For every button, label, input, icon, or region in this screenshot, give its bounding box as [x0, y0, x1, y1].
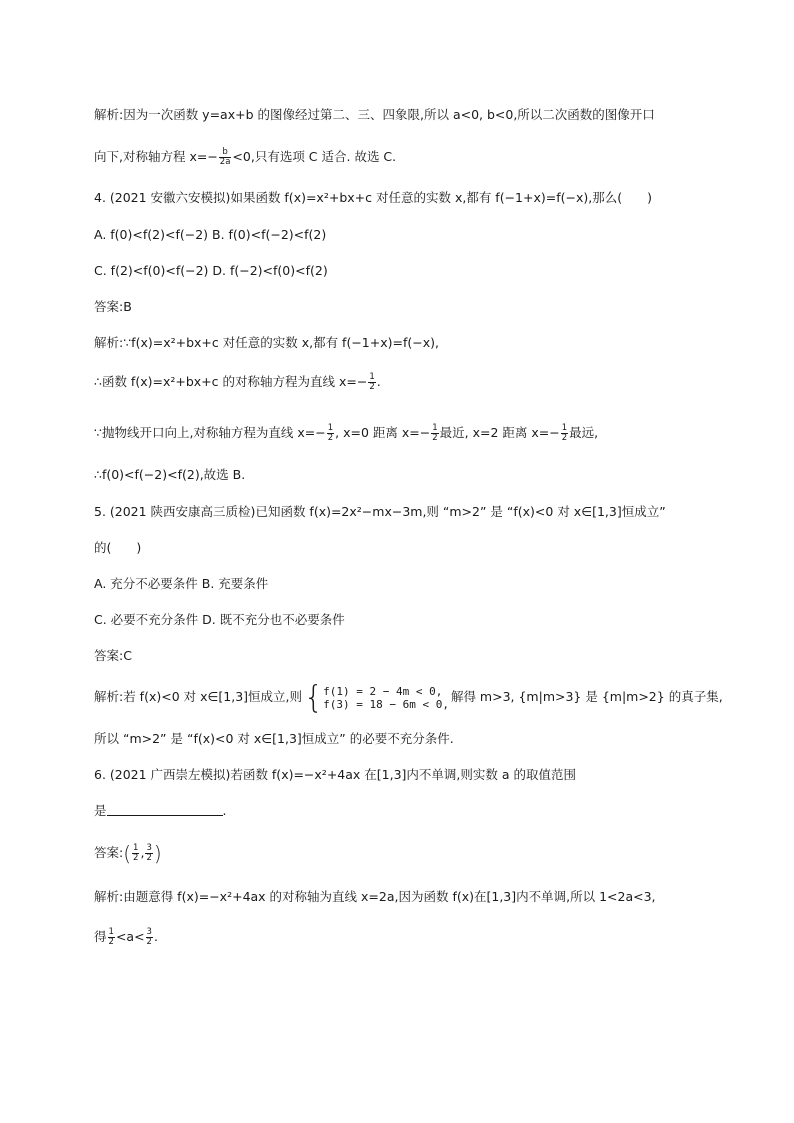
question-5-options-ab: A. 充分不必要条件 B. 充要条件 — [94, 576, 269, 591]
fraction: $\frac{b}{2a}$ — [219, 147, 231, 167]
question-5-stem-1: 5. (2021 陕西安康高三质检)已知函数 f(x)=2x²−mx−3m,则 “m>2” 是 “f(x)<0 对 x∈[1,3]恒成立” — [94, 504, 666, 519]
question-6-solution-1: 解析:由题意得 f(x)=−x²+4ax 的对称轴为直线 x=2a,因为函数 f(x)在[1,3]内不单调,所以 1<2a<3, — [94, 889, 656, 904]
question-5-solution-1: 解析:若 f(x)<0 对 x∈[1,3]恒成立,则 { f(1) = 2 − 4m < 0, f(3) = 18 − 6m < 0, 解得 m>3, {m|m>3} 是 {m|m>2} 的真子集, — [94, 678, 723, 716]
question-4-solution-1: 解析:∵f(x)=x²+bx+c 对任意的实数 x,都有 f(−1+x)=f(−x), — [94, 335, 439, 350]
fraction: $\frac{1}{2}$ — [108, 927, 114, 947]
question-5-options-cd: C. 必要不充分条件 D. 既不充分也不必要条件 — [94, 612, 345, 627]
fraction: $\frac{1}{2}$ — [327, 423, 334, 443]
question-4-stem: 4. (2021 安徽六安模拟)如果函数 f(x)=x²+bx+c 对任意的实数 x,都有 f(−1+x)=f(−x),那么( ) — [94, 190, 652, 205]
question-4-answer: 答案:B — [94, 299, 132, 314]
question-4-options-cd: C. f(2)<f(0)<f(−2) D. f(−2)<f(0)<f(2) — [94, 263, 328, 278]
question-5-answer: 答案:C — [94, 648, 132, 663]
question-6-answer: 答案:( $\frac{1}{2}$ , $\frac{3}{2}$ ) — [94, 841, 162, 866]
fraction: $\frac{1}{2}$ — [561, 423, 568, 443]
solution-q3-line2: 向下,对称轴方程 x=− $\frac{b}{2a}$ <0,只有选项 C 适合. 故选 C. — [94, 147, 397, 167]
equation-system: { f(1) = 2 − 4m < 0, f(3) = 18 − 6m < 0, — [304, 678, 449, 716]
question-5-solution-2: 所以 “m>2” 是 “f(x)<0 对 x∈[1,3]恒成立” 的必要不充分条件. — [94, 731, 454, 746]
question-6-solution-2: 得 $\frac{1}{2}$ <a< $\frac{3}{2}$ . — [94, 927, 158, 947]
fraction: $\frac{1}{2}$ — [432, 423, 438, 443]
question-4-options-ab: A. f(0)<f(2)<f(−2) B. f(0)<f(−2)<f(2) — [94, 227, 327, 242]
question-6-stem-2: 是 . — [94, 803, 227, 818]
solution-q3-line1: 解析:因为一次函数 y=ax+b 的图像经过第二、三、四象限,所以 a<0, b<0,所以二次函数的图像开口 — [94, 107, 655, 122]
fraction: $\frac{3}{2}$ — [146, 927, 152, 947]
question-4-solution-2: ∴函数 f(x)=x²+bx+c 的对称轴方程为直线 x=− $\frac{1}{2}$ . — [94, 372, 381, 392]
question-6-stem-1: 6. (2021 广西崇左模拟)若函数 f(x)=−x²+4ax 在[1,3]内不单调,则实数 a 的取值范围 — [94, 767, 576, 782]
question-4-solution-3: ∵抛物线开口向上,对称轴方程为直线 x=− $\frac{1}{2}$ , x=0 距离 x=− $\frac{1}{2}$ 最近, x=2 距离 x=− $\frac{1}{2}$ 最远, — [94, 423, 599, 443]
question-4-solution-4: ∴f(0)<f(−2)<f(2),故选 B. — [94, 467, 246, 482]
fraction: $\frac{1}{2}$ — [133, 843, 139, 863]
fraction: $\frac{3}{2}$ — [146, 843, 152, 863]
answer-blank — [107, 803, 223, 816]
question-5-stem-2: 的( ) — [94, 540, 142, 555]
fraction: $\frac{1}{2}$ — [369, 372, 375, 392]
